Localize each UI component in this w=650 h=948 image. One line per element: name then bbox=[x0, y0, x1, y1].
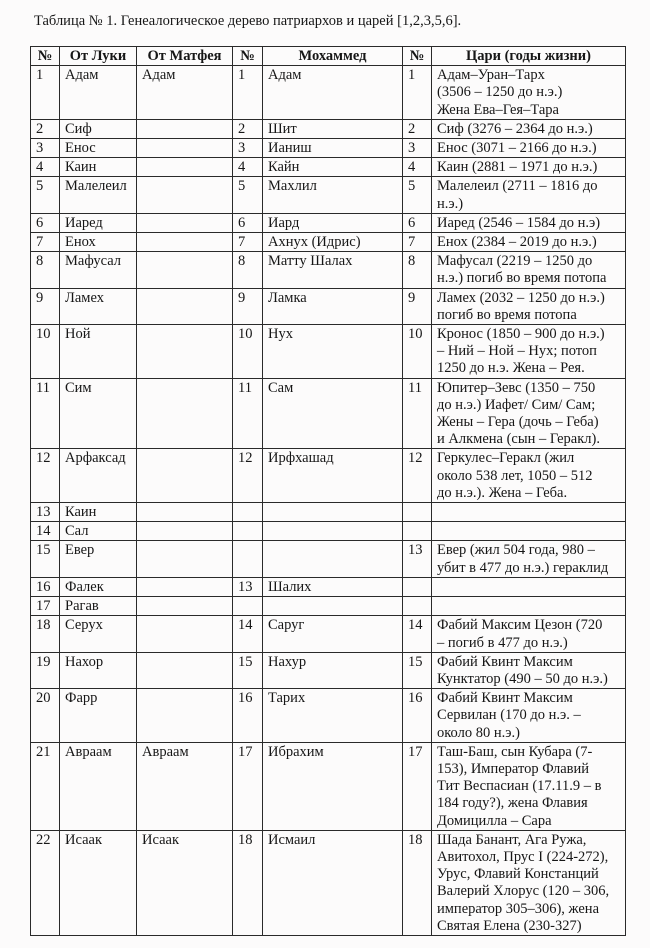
cell-number-rulers bbox=[403, 522, 432, 541]
cell-number: 5 bbox=[31, 177, 60, 213]
table-row bbox=[31, 522, 626, 541]
cell-muhammad: Махлил bbox=[263, 177, 403, 213]
cell-muhammad: Исмаил bbox=[263, 830, 403, 935]
cell-muhammad: Иард bbox=[263, 213, 403, 232]
cell-muhammad: Ирфхашад bbox=[263, 449, 403, 503]
cell-luke: Рагав bbox=[60, 597, 137, 616]
cell-number-rulers bbox=[403, 503, 432, 522]
table-row bbox=[31, 325, 626, 379]
cell-number-muhammad bbox=[233, 522, 263, 541]
cell-number-rulers: 6 bbox=[403, 213, 432, 232]
cell-matthew bbox=[137, 541, 233, 577]
cell-ruler: Енох (2384 – 2019 до н.э.) bbox=[432, 233, 626, 252]
cell-number-rulers: 17 bbox=[403, 742, 432, 830]
cell-luke: Сим bbox=[60, 378, 137, 449]
table-row bbox=[31, 378, 626, 449]
cell-number-muhammad: 17 bbox=[233, 742, 263, 830]
col-header-matthew: От Матфея bbox=[137, 47, 233, 66]
cell-number-rulers bbox=[403, 597, 432, 616]
cell-muhammad: Матту Шалах bbox=[263, 252, 403, 288]
cell-luke: Енох bbox=[60, 233, 137, 252]
cell-muhammad: Саруг bbox=[263, 616, 403, 652]
cell-number: 1 bbox=[31, 66, 60, 120]
table-row bbox=[31, 541, 626, 577]
table-row bbox=[31, 616, 626, 652]
cell-ruler bbox=[432, 522, 626, 541]
cell-matthew bbox=[137, 233, 233, 252]
cell-number-muhammad: 2 bbox=[233, 119, 263, 138]
cell-muhammad bbox=[263, 522, 403, 541]
cell-muhammad: Шалих bbox=[263, 577, 403, 596]
cell-number: 6 bbox=[31, 213, 60, 232]
cell-number: 7 bbox=[31, 233, 60, 252]
table-row bbox=[31, 177, 626, 213]
cell-ruler: Евер (жил 504 года, 980 – убит в 477 до н.э.) гераклид bbox=[432, 541, 626, 577]
cell-number-muhammad: 14 bbox=[233, 616, 263, 652]
cell-luke: Исаак bbox=[60, 830, 137, 935]
cell-muhammad: Шит bbox=[263, 119, 403, 138]
genealogy-table bbox=[30, 46, 626, 936]
cell-number-muhammad: 12 bbox=[233, 449, 263, 503]
cell-matthew bbox=[137, 449, 233, 503]
cell-number-muhammad: 7 bbox=[233, 233, 263, 252]
cell-number: 3 bbox=[31, 139, 60, 158]
table-row bbox=[31, 742, 626, 830]
cell-ruler: Фабий Максим Цезон (720 – погиб в 477 до н.э.) bbox=[432, 616, 626, 652]
cell-luke: Малелеил bbox=[60, 177, 137, 213]
cell-matthew: Авраам bbox=[137, 742, 233, 830]
table-row bbox=[31, 288, 626, 324]
cell-number-muhammad: 6 bbox=[233, 213, 263, 232]
cell-ruler: Ламех (2032 – 1250 до н.э.) погиб во время потопа bbox=[432, 288, 626, 324]
cell-number-rulers: 16 bbox=[403, 689, 432, 743]
table-row bbox=[31, 252, 626, 288]
cell-number-muhammad: 10 bbox=[233, 325, 263, 379]
col-header-muhammad: Мохаммед bbox=[263, 47, 403, 66]
cell-number-muhammad: 9 bbox=[233, 288, 263, 324]
table-row bbox=[31, 119, 626, 138]
cell-number-muhammad: 4 bbox=[233, 158, 263, 177]
cell-number-rulers: 18 bbox=[403, 830, 432, 935]
col-header-number-rulers: № bbox=[403, 47, 432, 66]
cell-number-muhammad: 5 bbox=[233, 177, 263, 213]
cell-number: 19 bbox=[31, 652, 60, 688]
cell-number: 10 bbox=[31, 325, 60, 379]
cell-number: 13 bbox=[31, 503, 60, 522]
cell-matthew: Адам bbox=[137, 66, 233, 120]
cell-muhammad bbox=[263, 503, 403, 522]
cell-ruler: Каин (2881 – 1971 до н.э.) bbox=[432, 158, 626, 177]
cell-ruler: Геркулес–Геракл (жил около 538 лет, 1050 – 512 до н.э.). Жена – Геба. bbox=[432, 449, 626, 503]
cell-number-rulers: 14 bbox=[403, 616, 432, 652]
cell-number-rulers: 13 bbox=[403, 541, 432, 577]
cell-number-rulers: 11 bbox=[403, 378, 432, 449]
cell-number-muhammad: 16 bbox=[233, 689, 263, 743]
cell-luke: Фарр bbox=[60, 689, 137, 743]
cell-luke: Иаред bbox=[60, 213, 137, 232]
table-row bbox=[31, 158, 626, 177]
cell-number-rulers: 12 bbox=[403, 449, 432, 503]
table-row bbox=[31, 139, 626, 158]
cell-luke: Евер bbox=[60, 541, 137, 577]
table-row bbox=[31, 652, 626, 688]
cell-matthew bbox=[137, 689, 233, 743]
cell-number-muhammad: 13 bbox=[233, 577, 263, 596]
table-row bbox=[31, 233, 626, 252]
table-row bbox=[31, 503, 626, 522]
cell-number-muhammad: 15 bbox=[233, 652, 263, 688]
cell-number-rulers: 9 bbox=[403, 288, 432, 324]
cell-muhammad: Ибрахим bbox=[263, 742, 403, 830]
cell-ruler: Иаред (2546 – 1584 до н.э) bbox=[432, 213, 626, 232]
cell-number-muhammad bbox=[233, 503, 263, 522]
col-header-number: № bbox=[31, 47, 60, 66]
cell-matthew bbox=[137, 213, 233, 232]
cell-ruler: Таш-Баш, сын Кубара (7- 153), Император Флавий Тит Веспасиан (17.11.9 – в 184 году?), жена Флавия Домицилла – Сара bbox=[432, 742, 626, 830]
cell-muhammad: Ахнух (Идрис) bbox=[263, 233, 403, 252]
cell-number: 8 bbox=[31, 252, 60, 288]
cell-muhammad bbox=[263, 541, 403, 577]
cell-luke: Каин bbox=[60, 158, 137, 177]
cell-matthew bbox=[137, 252, 233, 288]
col-header-luke: От Луки bbox=[60, 47, 137, 66]
cell-number: 14 bbox=[31, 522, 60, 541]
cell-number-rulers: 1 bbox=[403, 66, 432, 120]
cell-luke: Сал bbox=[60, 522, 137, 541]
cell-matthew bbox=[137, 139, 233, 158]
cell-number-muhammad bbox=[233, 541, 263, 577]
cell-luke: Сиф bbox=[60, 119, 137, 138]
cell-number-rulers: 10 bbox=[403, 325, 432, 379]
cell-luke: Адам bbox=[60, 66, 137, 120]
cell-matthew bbox=[137, 177, 233, 213]
cell-luke: Авраам bbox=[60, 742, 137, 830]
cell-number: 11 bbox=[31, 378, 60, 449]
cell-matthew bbox=[137, 616, 233, 652]
cell-number-rulers: 5 bbox=[403, 177, 432, 213]
table-body bbox=[31, 66, 626, 936]
cell-muhammad: Сам bbox=[263, 378, 403, 449]
cell-matthew bbox=[137, 119, 233, 138]
cell-muhammad: Ламка bbox=[263, 288, 403, 324]
cell-luke: Мафусал bbox=[60, 252, 137, 288]
cell-ruler: Фабий Квинт Максим Кунктатор (490 – 50 до н.э.) bbox=[432, 652, 626, 688]
cell-ruler: Адам–Уран–Тарх (3506 – 1250 до н.э.) Жена Ева–Гея–Тара bbox=[432, 66, 626, 120]
cell-ruler: Мафусал (2219 – 1250 до н.э.) погиб во время потопа bbox=[432, 252, 626, 288]
cell-luke: Ламех bbox=[60, 288, 137, 324]
cell-matthew bbox=[137, 378, 233, 449]
cell-luke: Серух bbox=[60, 616, 137, 652]
cell-number: 21 bbox=[31, 742, 60, 830]
cell-ruler: Сиф (3276 – 2364 до н.э.) bbox=[432, 119, 626, 138]
table-row bbox=[31, 577, 626, 596]
cell-muhammad: Адам bbox=[263, 66, 403, 120]
cell-ruler: Юпитер–Зевс (1350 – 750 до н.э.) Иафет/ Сим/ Сам; Жены – Гера (дочь – Геба) и Алкмена (сын – Геракл). bbox=[432, 378, 626, 449]
cell-ruler: Кронос (1850 – 900 до н.э.) – Ний – Ной – Нух; потоп 1250 до н.э. Жена – Рея. bbox=[432, 325, 626, 379]
cell-number: 16 bbox=[31, 577, 60, 596]
cell-number-muhammad: 3 bbox=[233, 139, 263, 158]
cell-muhammad: Кайн bbox=[263, 158, 403, 177]
cell-ruler: Фабий Квинт Максим Сервилан (170 до н.э. – около 80 н.э.) bbox=[432, 689, 626, 743]
header-row bbox=[31, 47, 626, 66]
table-row bbox=[31, 830, 626, 935]
table-row bbox=[31, 449, 626, 503]
cell-luke: Фалек bbox=[60, 577, 137, 596]
cell-number: 4 bbox=[31, 158, 60, 177]
cell-ruler bbox=[432, 577, 626, 596]
cell-ruler: Енос (3071 – 2166 до н.э.) bbox=[432, 139, 626, 158]
cell-matthew bbox=[137, 503, 233, 522]
cell-matthew bbox=[137, 325, 233, 379]
cell-luke: Ной bbox=[60, 325, 137, 379]
cell-ruler bbox=[432, 597, 626, 616]
table-row bbox=[31, 213, 626, 232]
col-header-rulers: Цари (годы жизни) bbox=[432, 47, 626, 66]
table-row bbox=[31, 597, 626, 616]
cell-number: 2 bbox=[31, 119, 60, 138]
cell-muhammad: Нух bbox=[263, 325, 403, 379]
cell-number-rulers: 8 bbox=[403, 252, 432, 288]
cell-muhammad: Нахур bbox=[263, 652, 403, 688]
cell-number-rulers: 2 bbox=[403, 119, 432, 138]
cell-matthew bbox=[137, 288, 233, 324]
cell-luke: Каин bbox=[60, 503, 137, 522]
cell-muhammad bbox=[263, 597, 403, 616]
cell-number: 9 bbox=[31, 288, 60, 324]
cell-matthew bbox=[137, 158, 233, 177]
cell-ruler: Шада Банант, Ага Ружа, Авитохол, Прус I (224-272), Урус, Флавий Констанций Валерий Хлорус (120 – 306, император 305–306), жена Святая Елена (230-327) bbox=[432, 830, 626, 935]
cell-number: 17 bbox=[31, 597, 60, 616]
cell-number: 15 bbox=[31, 541, 60, 577]
cell-matthew bbox=[137, 652, 233, 688]
cell-number-muhammad: 11 bbox=[233, 378, 263, 449]
cell-number-muhammad bbox=[233, 597, 263, 616]
cell-matthew bbox=[137, 597, 233, 616]
cell-number: 20 bbox=[31, 689, 60, 743]
cell-ruler: Малелеил (2711 – 1816 до н.э.) bbox=[432, 177, 626, 213]
cell-luke: Нахор bbox=[60, 652, 137, 688]
cell-matthew: Исаак bbox=[137, 830, 233, 935]
cell-muhammad: Тарих bbox=[263, 689, 403, 743]
table-caption: Таблица № 1. Генеалогическое дерево патриархов и царей [1,2,3,5,6]. bbox=[34, 13, 462, 29]
table-row bbox=[31, 66, 626, 120]
cell-number: 12 bbox=[31, 449, 60, 503]
cell-matthew bbox=[137, 577, 233, 596]
cell-number-rulers: 3 bbox=[403, 139, 432, 158]
cell-luke: Арфаксад bbox=[60, 449, 137, 503]
cell-muhammad: Ианиш bbox=[263, 139, 403, 158]
cell-matthew bbox=[137, 522, 233, 541]
table-row bbox=[31, 689, 626, 743]
cell-number-muhammad: 1 bbox=[233, 66, 263, 120]
cell-number-muhammad: 18 bbox=[233, 830, 263, 935]
cell-number: 18 bbox=[31, 616, 60, 652]
cell-luke: Енос bbox=[60, 139, 137, 158]
cell-number-rulers bbox=[403, 577, 432, 596]
cell-number-rulers: 15 bbox=[403, 652, 432, 688]
cell-number-rulers: 7 bbox=[403, 233, 432, 252]
cell-number-muhammad: 8 bbox=[233, 252, 263, 288]
cell-number-rulers: 4 bbox=[403, 158, 432, 177]
col-header-number-muhammad: № bbox=[233, 47, 263, 66]
cell-ruler bbox=[432, 503, 626, 522]
cell-number: 22 bbox=[31, 830, 60, 935]
